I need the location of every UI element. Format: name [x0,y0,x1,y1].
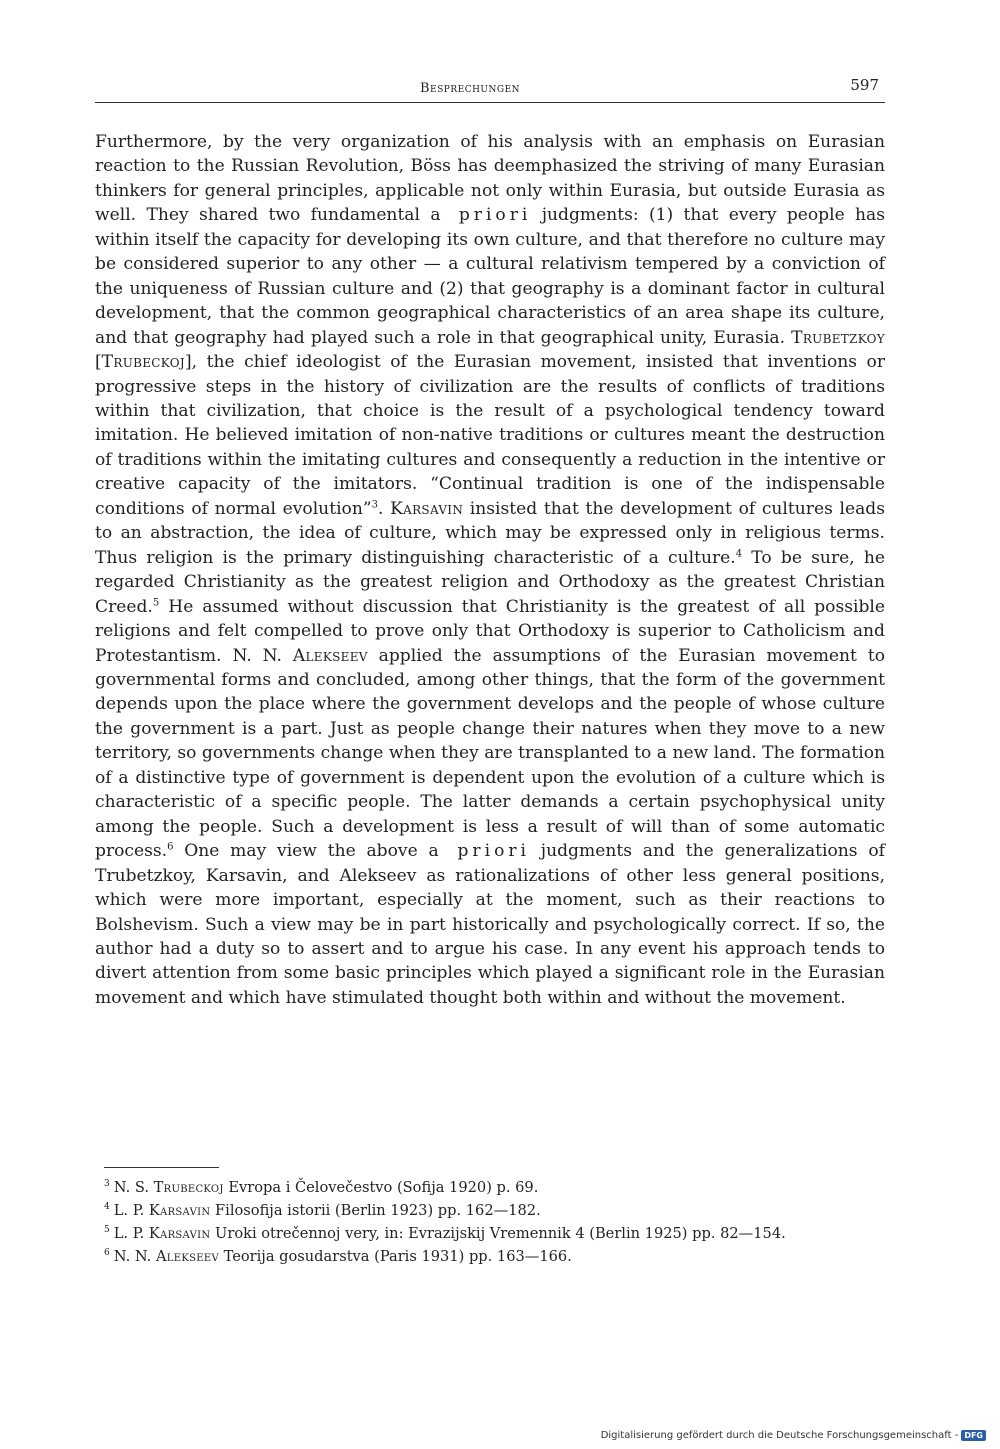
text-run: He assumed without discussion that Christianity is the greatest of all possible religions and felt compelled to prove only that Orthodoxy is superior to Catholicism and Protestantism. N. N. [95,596,885,666]
footnote-number: 6 [104,1248,110,1259]
footnote-text: Uroki otrečennoj very, in: Evrazijskij Vremennik 4 (Berlin 1925) pp. 82—154. [210,1225,786,1242]
footnote-initials: L. P. [113,1202,149,1219]
text-run: Furthermore, by the very organization of his analysis with an emphasis on Eurasian reaction to the Russian Revolution, Böss has deemphasized the striving of many Eurasian thinkers for general principles, applicable not only within Eurasia, but outside Eurasia as well. They shared two fundamental [95,132,885,226]
text-run: To be sure, he regarded Christianity as the greatest religion and Orthodoxy as the greatest Christian Creed. [95,547,885,617]
text-run: insisted that the development of cultures leads to an abstraction, the idea of culture, which may be expressed only in religious terms. Thus religion is the primary distinguishing characteristic of a culture. [95,498,885,568]
footnote-3 [104,1176,885,1199]
text-run: ], the chief ideologist of the Eurasian movement, insisted that inventions or progressive steps in the history of civilization are the results of conflicts of traditions within that civilization, that choice is the result of a psychological tendency toward imitation. He believed imitation of non-native traditions or cultures meant the destruction of traditions within the imitating cultures and consequently a reduction in the intentive or creative capacity of the imitators. “Continual tradition is one of the indispensable conditions of normal evolution” [95,352,885,519]
footnote-initials: L. P. [113,1225,149,1242]
digitization-text: Digitalisierung gefördert durch die Deutsche Forschungsgemeinschaft - [600,1430,959,1441]
emphasis-a-priori: a priori [428,841,530,862]
text-run: judgments and the generalizations of Trubetzkoy, Karsavin, and Alekseev as rationalizations of other less general positions, which were more important, especially at the moment, such as their reactions to Bolshevism. Such a view may be in part historically and psychologically correct. If so, the author had a duty so to assert and to argue his case. In any event his approach tends to divert attention from some basic principles which played a significant role in the Eurasian movement and which have stimulated thought both within and without the movement. [95,841,885,1008]
author-name: Alekseev [292,645,368,666]
footnote-ref: 3 [371,499,378,511]
footnote-5 [104,1222,885,1245]
footnote-author: Karsavin [148,1202,211,1219]
text-run: applied the assumptions of the Eurasian movement to governmental forms and concluded, among other things, that the form of the government depends upon the place where the government develops and the people of whose culture the government is a part. Just as people change their natures when they move to a new territory, so governments change when they are transplanted to a new land. The formation of a distinctive type of government is dependent upon the evolution of a culture which is characteristic of a specific people. The latter demands a certain psychophysical unity among the people. Such a development is less a result of will than of some automatic process. [95,645,885,862]
footnote-ref: 4 [735,548,743,560]
emphasis-a-priori: a priori [430,205,532,226]
footnote-number: 3 [104,1179,110,1190]
footnote-number: 4 [104,1202,110,1213]
footnote-text: Evropa i Čelovečestvo (Sofija 1920) p. 69. [223,1179,539,1196]
running-head: Besprechungen [420,81,521,96]
footnote-4 [104,1199,885,1222]
page-header [95,76,885,103]
digitization-credit [601,1430,986,1441]
text-run: . [377,498,391,519]
footnote-text: Teorija gosudarstva (Paris 1931) pp. 163—166. [219,1248,572,1265]
footnote-ref: 6 [167,841,174,853]
footnote-initials: N. N. [113,1248,156,1265]
footnote-text: Filosofija istorii (Berlin 1923) pp. 162—182. [210,1202,541,1219]
text-run: [ [95,352,102,373]
dfg-logo: DFG [961,1430,986,1441]
author-name: Trubetzkoy [791,327,885,348]
footnote-author: Alekseev [155,1248,219,1265]
body-paragraph [95,130,885,1010]
footnote-author: Trubeckoj [153,1179,224,1196]
page-number: 597 [850,76,879,94]
footnote-initials: N. S. [113,1179,154,1196]
main-text [95,130,885,1010]
footnote-author: Karsavin [148,1225,211,1242]
footnote-ref: 5 [152,596,160,608]
footnote-6 [104,1245,885,1268]
text-run: judgments: (1) that every people has within itself the capacity for developing its own culture, and that therefore no culture may be considered superior to any other — a cultural relativism tempered by a conviction of the uniqueness of Russian culture and (2) that geography is a dominant factor in cultural development, that the common geographical characteristics of an area shape its culture, and that geography had played such a role in that geographical unity, Eurasia. [95,205,886,348]
author-name: Trubeckoj [101,352,185,373]
author-name: Karsavin [390,498,464,519]
footnote-number: 5 [104,1225,110,1236]
footnote-divider [104,1167,219,1168]
footnotes [104,1176,885,1268]
text-run: One may view the above [173,841,429,862]
